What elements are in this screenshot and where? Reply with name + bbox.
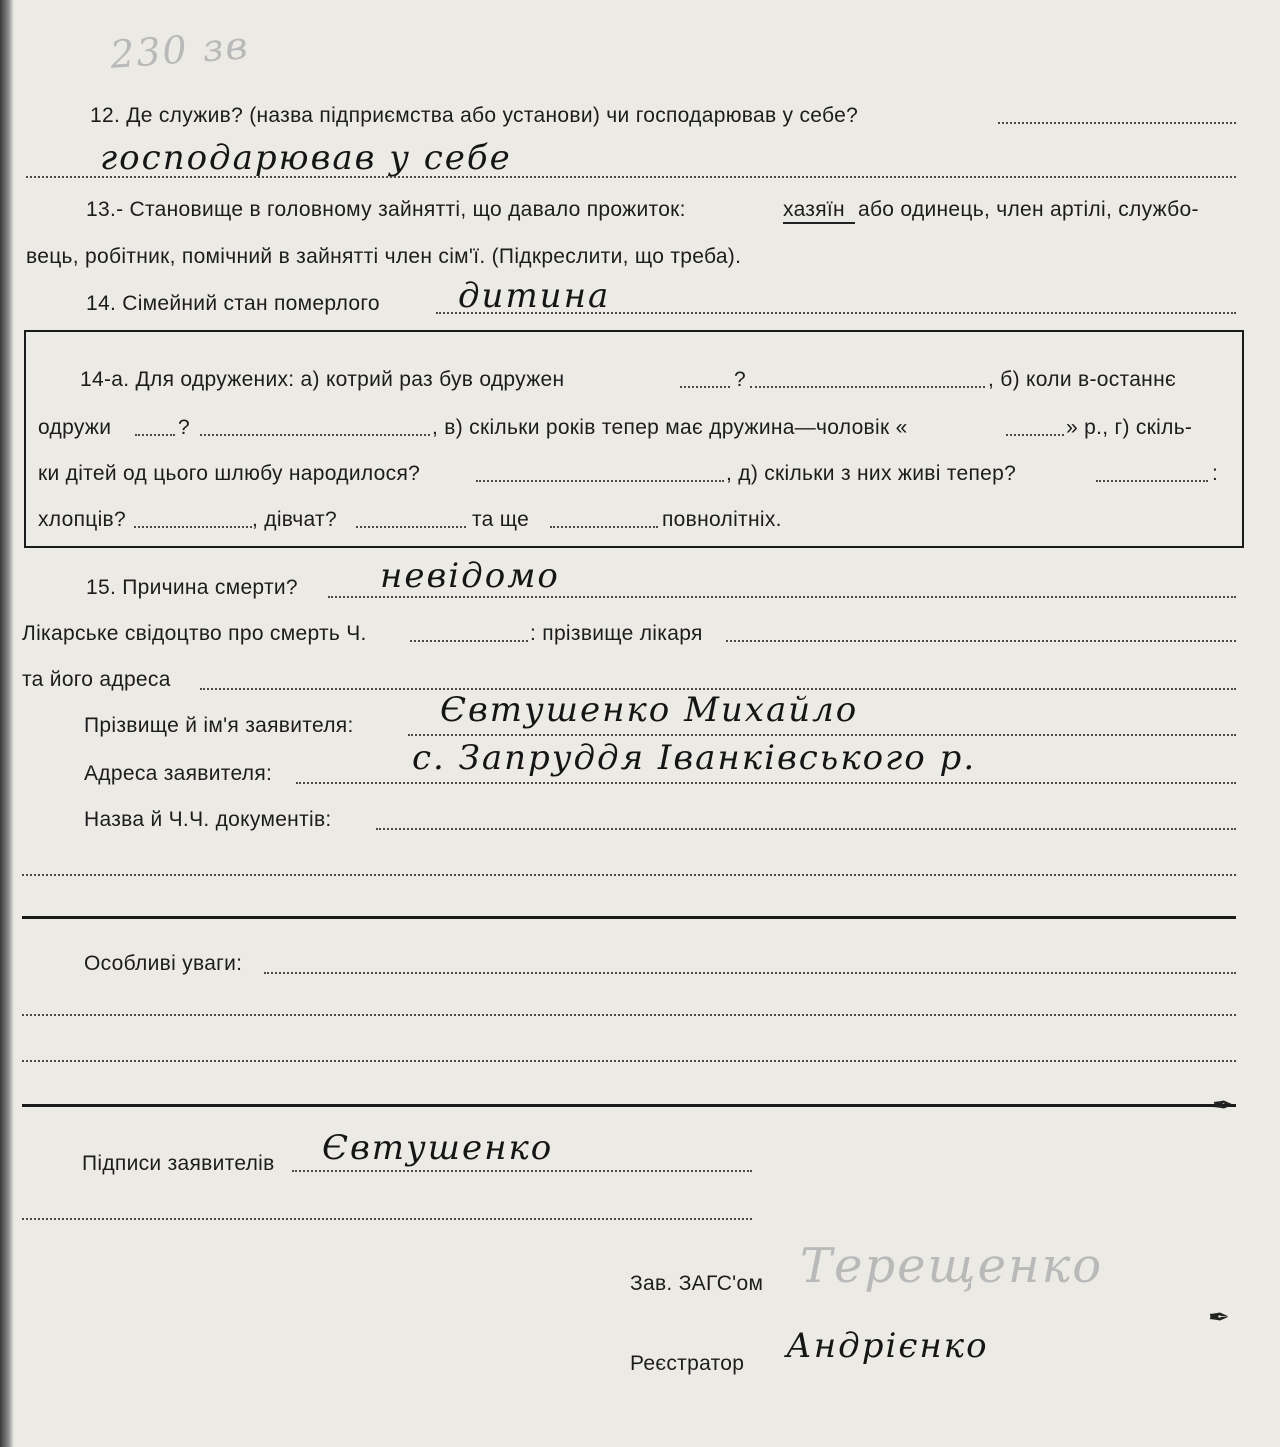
remarks-dots-1 [264,972,1236,974]
remarks-dots-2 [22,1014,1236,1016]
q14a-line4-d: повнолітніх. [662,508,782,531]
doctor-address-label: та його адреса [22,668,171,691]
zags-head-label: Зав. ЗАГС'ом [630,1272,764,1295]
applicants-signature-label: Підписи заявителів [82,1152,275,1175]
q14a-line3-c: : [1212,462,1219,485]
q15-answer-handwriting: невідомо [380,556,560,596]
q14a-dots-7 [1096,480,1208,482]
q14a-line4-b: , дівчат? [252,508,337,531]
q13-selected-option: хазяїн [783,198,845,221]
remarks-label: Особливі уваги: [84,952,243,975]
q14a-line2-b: , в) скільки років тепер має дружина—чоловік « [432,416,908,439]
q14a-dots-6 [476,480,724,482]
q15-dotted-line [328,596,1236,598]
documents-extra-line [22,874,1236,876]
remarks-dots-3 [22,1060,1236,1062]
q12-answer-handwriting: господарював у себе [100,138,512,178]
documents-label: Назва й Ч.Ч. документів: [84,808,332,831]
q14a-line3-b: , д) скільки з них живі тепер? [726,462,1017,485]
ink-mark: ✒ [1212,1090,1234,1120]
archive-number: 230 зв [108,23,251,77]
q14a-line1-q: ? [734,368,746,391]
q14a-line1-a: 14-а. Для одружених: а) котрий раз був одружен [80,368,565,391]
q14a-dots-3 [135,434,175,436]
q14-label: 14. Сімейний стан померлого [86,292,380,315]
q14a-dots-9 [356,526,466,528]
applicant-name-label: Прізвище й ім'я заявителя: [84,714,354,737]
q14a-dots-1 [680,386,730,388]
q14a-dots-10 [550,526,658,528]
q12-answer-line [26,176,1236,178]
applicants-signature-handwriting: Євтушенко [322,1128,554,1168]
page-edge-shadow [0,0,14,1447]
q13-line1-suffix: або одинець, член артілі, службо- [858,198,1199,221]
applicant-name-handwriting: Євтушенко Михайло [440,690,859,730]
q12-dotted-line [998,122,1236,124]
q14a-dots-5 [1006,434,1064,436]
q12-question: 12. Де служив? (назва підприємства або установи) чи господарював у себе? [90,104,859,127]
zags-head-signature: Терещенко [800,1238,1104,1294]
doctor-label: : прізвище лікаря [530,622,703,645]
q14a-line2-c: » р., г) скіль- [1066,416,1193,439]
q14a-line2-a: одружи [38,416,112,439]
q13-line2: вець, робітник, помічний в зайнятті член сім'ї. (Підкреслити, що треба). [26,245,742,268]
doctor-dots [726,640,1236,642]
applicant-name-dots [408,734,1236,736]
applicant-address-label: Адреса заявителя: [84,762,273,785]
q14a-line3-a: ки дітей од цього шлюбу народилося? [38,462,421,485]
registrar-label: Реєстратор [630,1352,745,1375]
applicant-address-dots [296,782,1236,784]
q14a-line4-c: та ще [472,508,530,531]
section-rule-2 [22,1104,1236,1107]
q14a-dots-2 [750,386,985,388]
q15-label: 15. Причина смерти? [86,576,298,599]
q14a-line1-b: , б) коли в-останнє [988,368,1176,391]
signature-extra-line [22,1218,752,1220]
q14a-line2-q: ? [178,416,190,439]
q13-selection-underline [783,222,855,224]
medical-certificate-dots [410,640,528,642]
section-rule-1 [22,916,1236,919]
q14a-dots-8 [134,526,252,528]
q13-line1-prefix: 13.- Становище в головному зайнятті, що давало прожиток: [86,198,686,221]
documents-dots [376,828,1236,830]
q14a-dots-4 [200,434,430,436]
q14-answer-handwriting: дитина [458,276,611,316]
applicants-signature-dots [292,1170,752,1172]
registrar-signature: Андрієнко [786,1326,989,1366]
ink-mark-2: ✒ [1208,1302,1230,1332]
q14a-line4-a: хлопців? [38,508,126,531]
applicant-address-handwriting: с. Запруддя Іванківського р. [412,738,977,778]
medical-certificate-label: Лікарське свідоцтво про смерть Ч. [22,622,367,645]
